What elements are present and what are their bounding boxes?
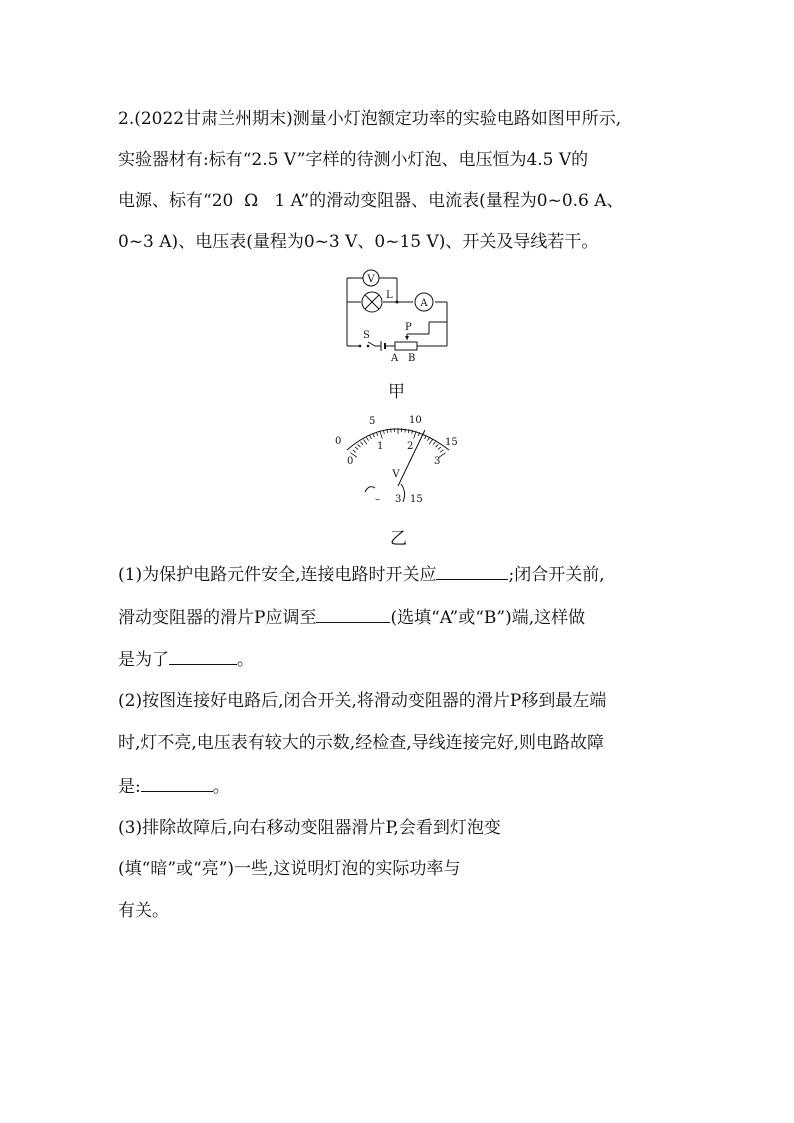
dial-tick	[391, 429, 392, 433]
question-1-line-3	[118, 648, 254, 671]
outer-scale-label-10: 10	[409, 415, 422, 426]
junction-dot	[396, 301, 399, 304]
wire-icon	[401, 484, 405, 502]
terminal-3: 3	[395, 494, 402, 505]
problem-line-3: 电源、标有“20 Ω 1 A”的滑动变阻器、电流表(量程为0~0.6 A、	[118, 191, 624, 211]
answer-blank-4[interactable]	[141, 775, 213, 792]
switch-label: S	[363, 330, 370, 341]
switch-contact-right	[367, 345, 370, 348]
q1-text-d: (选填“A”或“B”)端,这样做	[390, 608, 586, 628]
dial-tick	[380, 431, 383, 439]
slider-p-label: P	[405, 322, 412, 333]
voltmeter-label: V	[367, 274, 375, 285]
rheostat-end-b-label: B	[408, 353, 416, 364]
meter-unit-label: V	[392, 469, 400, 480]
question-2-line-2: 时,灯不亮,电压表有较大的示数,经检查,导线连接完好,则电路故障	[118, 733, 605, 753]
q2-text-c: 是:	[118, 777, 141, 797]
inner-scale-label-0: 0	[347, 456, 354, 467]
figure-caption-jia: 甲	[388, 382, 405, 402]
answer-blank-3[interactable]	[169, 648, 237, 665]
dial-tick	[361, 442, 364, 445]
dial-tick	[363, 440, 367, 445]
dial-tick	[440, 450, 443, 453]
problem-line-4: 0~3 A)、电压表(量程为0~3 V、0~15 V)、开关及导线若干。	[118, 232, 599, 252]
dial-tick	[353, 450, 356, 453]
q1-text-a: (1)为保护电路元件安全,连接电路时开关应	[118, 565, 437, 585]
outer-scale-label-0: 0	[335, 436, 342, 447]
question-2-line-1: (2)按图连接好电路后,闭合开关,将滑动变阻器的滑片P移到最左端	[118, 691, 607, 711]
wire-icon	[365, 487, 375, 492]
problem-line-2: 实验器材有:标有“2.5 V”字样的待测小灯泡、电压恒为4.5 V的	[118, 150, 589, 170]
dial-tick	[373, 434, 375, 438]
dial-tick	[370, 435, 372, 439]
dial-tick	[358, 444, 361, 447]
question-2-line-3	[118, 775, 230, 798]
lamp-label: L	[386, 290, 393, 301]
question-1-line-2	[118, 606, 585, 629]
dial-tick	[376, 432, 378, 436]
switch-contact-left	[359, 345, 362, 348]
problem-line-1: 2.(2022甘肃兰州期末)测量小灯泡额定功率的实验电路如图甲所示,	[118, 109, 622, 129]
q1-text-e: 是为了	[118, 650, 169, 670]
answer-blank-1[interactable]	[436, 563, 508, 580]
q1-text-b: ;闭合开关前,	[508, 565, 605, 585]
slider-arrow-icon	[405, 336, 409, 340]
dial-tick	[436, 444, 439, 447]
inner-scale-label-3: 3	[434, 456, 441, 467]
dial-tick	[366, 437, 368, 440]
dial-tick	[429, 440, 433, 445]
voltmeter-dial	[325, 408, 475, 508]
terminal-15: 15	[410, 494, 423, 505]
terminal-minus: –	[375, 494, 380, 505]
outer-scale-label-5: 5	[369, 416, 376, 427]
question-3-line-1: (3)排除故障后,向右移动变阻器滑片P,会看到灯泡变	[118, 818, 501, 838]
rheostat-icon	[395, 342, 417, 350]
question-1-line-1	[118, 563, 605, 586]
outer-scale-label-15: 15	[445, 437, 458, 448]
question-3-line-2: (填“暗”或“亮”)一些,这说明灯泡的实际功率与	[118, 859, 461, 879]
dial-tick	[427, 437, 429, 440]
q1-text-c: 滑动变阻器的滑片P应调至	[118, 608, 317, 628]
dial-tick	[405, 429, 406, 433]
figure-caption-yi: 乙	[390, 529, 407, 549]
ammeter-label: A	[420, 298, 428, 309]
meter-needle	[398, 430, 425, 486]
dial-tick	[355, 447, 358, 450]
circuit-diagram	[335, 262, 465, 370]
answer-blank-2[interactable]	[316, 606, 390, 623]
dial-tick	[433, 442, 436, 445]
inner-scale-label-1: 1	[377, 441, 384, 452]
question-3-line-3: 有关。	[118, 901, 169, 921]
q2-text-d: 。	[212, 777, 230, 797]
rheostat-end-a-label: A	[391, 353, 399, 364]
q1-text-f: 。	[237, 650, 254, 670]
inner-scale-label-2: 2	[407, 441, 414, 452]
dial-tick	[438, 447, 441, 450]
